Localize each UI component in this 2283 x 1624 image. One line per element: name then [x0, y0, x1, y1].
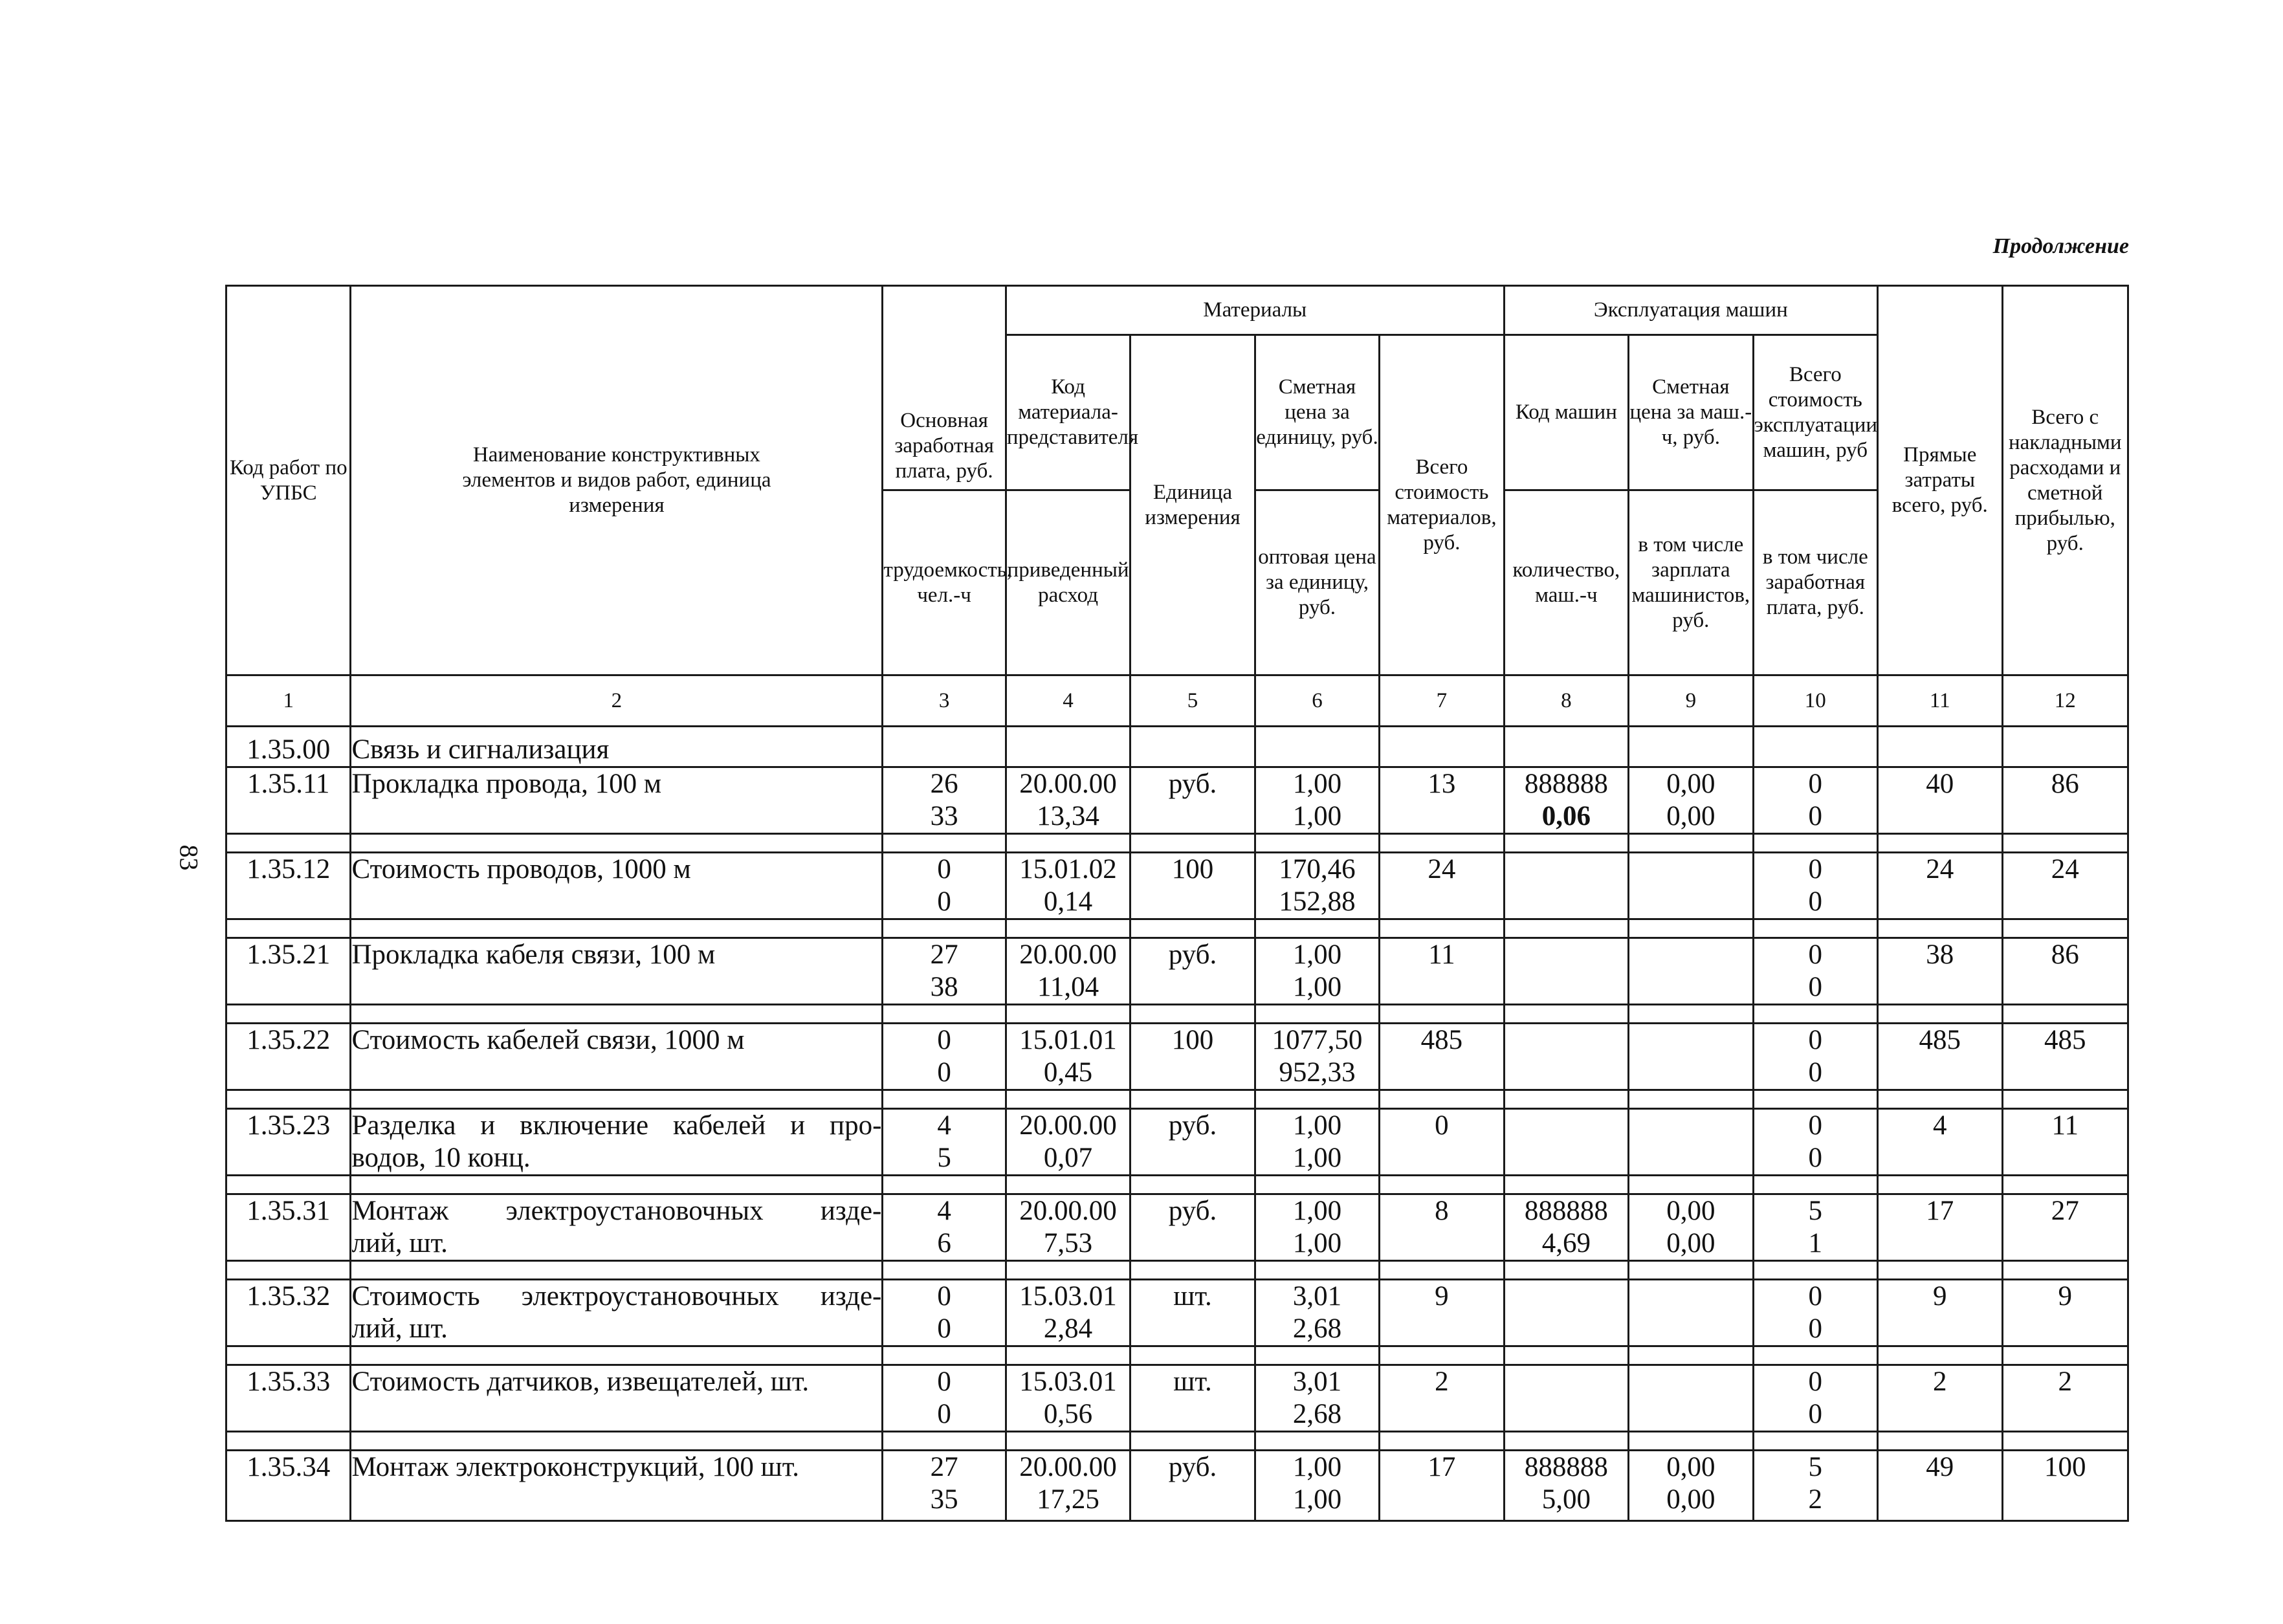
header-mach-total-wage: в том числе заработная плата, руб. — [1753, 490, 1877, 675]
total-costs: 27 — [2002, 1194, 2128, 1261]
unit: руб. — [1130, 767, 1255, 834]
material-qty: 2,84 — [1043, 1313, 1093, 1344]
machine-wage — [1629, 1057, 1752, 1089]
price-pair — [1255, 1451, 1379, 1521]
wholesale-price: 1,00 — [1292, 1228, 1342, 1258]
wholesale-price: 152,88 — [1279, 886, 1356, 917]
materials-total: 17 — [1380, 1451, 1504, 1521]
machine-wage — [1629, 1313, 1752, 1345]
estimate-price: 1,00 — [1292, 939, 1342, 970]
machine-wage: 0,00 — [1666, 1228, 1715, 1258]
material-code-qty — [1006, 1365, 1130, 1432]
machine-total-wage: 0 — [1808, 1143, 1823, 1173]
machine-qty — [1505, 1313, 1627, 1345]
machine-code: 888888 — [1524, 1452, 1608, 1482]
machine-price-wage — [1629, 1109, 1753, 1176]
unit: 100 — [1130, 853, 1255, 919]
salary-value: 0 — [937, 1366, 951, 1397]
row-spacer — [226, 1346, 2128, 1365]
material-code-qty — [1006, 1024, 1130, 1090]
salary-value: 0 — [937, 1025, 951, 1055]
salary-value: 26 — [930, 769, 958, 799]
continuation-label: Продолжение — [1992, 234, 2129, 258]
material-code: 15.01.01 — [1019, 1025, 1117, 1055]
col-number: 1 — [226, 675, 351, 727]
wholesale-price: 2,68 — [1292, 1313, 1342, 1344]
material-code-qty — [1006, 1194, 1130, 1261]
machine-total: 0 — [1808, 1281, 1823, 1311]
machine-code — [1505, 1024, 1627, 1057]
row-name-line: Стоимость электроустановочных изде- — [351, 1281, 882, 1311]
salary-labor — [883, 1194, 1006, 1261]
row-name: Монтаж электроконструкций, 100 шт. — [351, 1451, 883, 1521]
row-spacer — [226, 834, 2128, 853]
labor-value: 33 — [930, 801, 958, 831]
col-number: 2 — [351, 675, 883, 727]
machine-price: 0,00 — [1666, 769, 1715, 799]
material-qty: 0,14 — [1043, 886, 1093, 917]
machine-total-wage: 0 — [1808, 886, 1823, 917]
unit: 100 — [1130, 1024, 1255, 1090]
section-row — [226, 727, 2128, 767]
machine-total: 0 — [1808, 939, 1823, 970]
salary-value: 0 — [937, 1281, 951, 1311]
salary-labor — [883, 1109, 1006, 1176]
machine-total-wage: 2 — [1808, 1484, 1823, 1515]
row-name — [351, 1280, 883, 1346]
total-costs: 24 — [2002, 853, 2128, 919]
header-materials: Материалы — [1006, 286, 1504, 335]
unit: руб. — [1130, 1451, 1255, 1521]
material-qty: 0,07 — [1043, 1143, 1093, 1173]
material-qty: 0,45 — [1043, 1057, 1093, 1088]
labor-value: 6 — [937, 1228, 951, 1258]
salary-value: 4 — [937, 1196, 951, 1226]
material-qty: 11,04 — [1037, 972, 1099, 1002]
header-code: Код работ по УПБС — [226, 286, 351, 675]
machine-wage — [1629, 971, 1752, 1004]
machine-wage — [1629, 886, 1752, 918]
machine-total: 5 — [1808, 1452, 1823, 1482]
row-code: 1.35.33 — [226, 1365, 351, 1432]
machine-code — [1505, 939, 1627, 971]
machine-price-wage — [1629, 1451, 1753, 1521]
header-mach-wage: в том числе зарплата машинистов, руб. — [1629, 490, 1753, 675]
material-code: 20.00.00 — [1019, 1196, 1117, 1226]
machine-code — [1505, 1110, 1627, 1142]
row-name-line: лий, шт. — [351, 1313, 448, 1344]
row-spacer — [226, 1261, 2128, 1280]
header-mach-total: Всего стоимость эксплуатации машин, руб — [1753, 335, 1877, 490]
machine-code-qty — [1504, 938, 1628, 1005]
machine-code: 888888 — [1524, 1196, 1608, 1226]
header-name: Наименование конструктивных элементов и видов работ, единица измерения — [351, 286, 883, 675]
material-code: 15.03.01 — [1019, 1366, 1117, 1397]
machine-total-wage — [1753, 1365, 1877, 1432]
material-code: 20.00.00 — [1019, 769, 1117, 799]
machine-qty — [1505, 886, 1627, 918]
material-code: 15.01.02 — [1019, 854, 1117, 884]
machine-price-wage — [1629, 1365, 1753, 1432]
machine-price — [1629, 1110, 1752, 1142]
materials-total: 2 — [1380, 1365, 1504, 1432]
wholesale-price: 1,00 — [1292, 1143, 1342, 1173]
price-pair — [1255, 767, 1379, 834]
total-costs: 11 — [2002, 1109, 2128, 1176]
labor-value: 0 — [937, 1399, 951, 1429]
price-pair — [1255, 1024, 1379, 1090]
row-name: Стоимость проводов, 1000 м — [351, 853, 883, 919]
material-code-qty — [1006, 853, 1130, 919]
material-code-qty — [1006, 767, 1130, 834]
material-qty: 7,53 — [1043, 1228, 1093, 1258]
machine-wage: 0,00 — [1666, 1484, 1715, 1515]
machine-total-wage — [1753, 767, 1877, 834]
row-code: 1.35.32 — [226, 1280, 351, 1346]
row-name: Стоимость датчиков, извещателей, шт. — [351, 1365, 883, 1432]
total-costs: 86 — [2002, 767, 2128, 834]
material-code-qty — [1006, 1280, 1130, 1346]
machine-wage — [1629, 1142, 1752, 1174]
machine-total-wage — [1753, 1194, 1877, 1261]
row-name-line: Разделка и включение кабелей и про- — [351, 1110, 882, 1141]
row-code: 1.35.31 — [226, 1194, 351, 1261]
header-mach-code: Код машин — [1504, 335, 1628, 490]
total-costs: 86 — [2002, 938, 2128, 1005]
wholesale-price: 2,68 — [1292, 1399, 1342, 1429]
salary-value: 4 — [937, 1110, 951, 1141]
machine-total-wage — [1753, 1109, 1877, 1176]
header-total: Всего с накладными расходами и сметной прибылью, руб. — [2002, 286, 2128, 675]
estimate-price: 3,01 — [1292, 1281, 1342, 1311]
machine-qty — [1505, 971, 1627, 1004]
machine-total: 0 — [1808, 1025, 1823, 1055]
price-pair — [1255, 1280, 1379, 1346]
machine-code-qty — [1504, 1280, 1628, 1346]
machine-total-wage: 0 — [1808, 972, 1823, 1002]
total-costs: 100 — [2002, 1451, 2128, 1521]
table-row — [226, 1109, 2128, 1176]
direct-costs: 24 — [1878, 853, 2002, 919]
header-direct: Прямые затраты всего, руб. — [1878, 286, 2002, 675]
row-code: 1.35.34 — [226, 1451, 351, 1521]
header-mat-code: Код материала-представителя — [1006, 335, 1130, 490]
table-row — [226, 1280, 2128, 1346]
col-number: 10 — [1753, 675, 1877, 727]
estimate-price: 170,46 — [1279, 854, 1356, 884]
table-header — [226, 286, 2128, 675]
materials-total: 13 — [1380, 767, 1504, 834]
machine-qty: 4,69 — [1541, 1228, 1591, 1258]
unit: руб. — [1130, 1194, 1255, 1261]
row-spacer — [226, 1176, 2128, 1194]
salary-labor — [883, 1365, 1006, 1432]
col-number: 7 — [1380, 675, 1504, 727]
labor-value: 0 — [937, 1057, 951, 1088]
header-est-price: Сметная цена за единицу, руб. — [1255, 335, 1379, 490]
col-number: 12 — [2002, 675, 2128, 727]
machine-code: 888888 — [1524, 769, 1608, 799]
machine-price: 0,00 — [1666, 1196, 1715, 1226]
machine-total-wage: 1 — [1808, 1228, 1823, 1258]
machine-price — [1629, 1280, 1752, 1313]
material-code-qty — [1006, 1109, 1130, 1176]
row-code: 1.35.12 — [226, 853, 351, 919]
header-salary: Основная заработная плата, руб. — [883, 286, 1006, 490]
salary-value: 0 — [937, 854, 951, 884]
unit: шт. — [1130, 1280, 1255, 1346]
total-costs: 485 — [2002, 1024, 2128, 1090]
unit: руб. — [1130, 1109, 1255, 1176]
row-name-line: водов, 10 конц. — [351, 1143, 531, 1173]
machine-total: 0 — [1808, 854, 1823, 884]
price-pair — [1255, 853, 1379, 919]
machine-wage: 0,00 — [1666, 801, 1715, 831]
labor-value: 38 — [930, 972, 958, 1002]
machine-total-wage: 0 — [1808, 801, 1823, 831]
machine-code-qty — [1504, 1365, 1628, 1432]
machine-price — [1629, 853, 1752, 886]
row-code: 1.35.11 — [226, 767, 351, 834]
col-number: 5 — [1130, 675, 1255, 727]
machine-total: 5 — [1808, 1196, 1823, 1226]
machine-total: 0 — [1808, 769, 1823, 799]
labor-value: 35 — [930, 1484, 958, 1515]
table-row — [226, 1194, 2128, 1261]
header-machines: Эксплуатация машин — [1504, 286, 1877, 335]
machine-total-wage — [1753, 938, 1877, 1005]
row-spacer — [226, 1090, 2128, 1109]
machine-price: 0,00 — [1666, 1452, 1715, 1482]
direct-costs: 485 — [1878, 1024, 2002, 1090]
col-number: 6 — [1255, 675, 1379, 727]
salary-labor — [883, 1451, 1006, 1521]
col-number: 3 — [883, 675, 1006, 727]
machine-code — [1505, 853, 1627, 886]
row-name-line: лий, шт. — [351, 1228, 448, 1258]
wholesale-price: 952,33 — [1279, 1057, 1356, 1088]
machine-total-wage — [1753, 1024, 1877, 1090]
material-code: 20.00.00 — [1019, 939, 1117, 970]
estimate-price: 1,00 — [1292, 769, 1342, 799]
estimate-price: 3,01 — [1292, 1366, 1342, 1397]
material-code: 20.00.00 — [1019, 1110, 1117, 1141]
machine-code-qty — [1504, 853, 1628, 919]
machine-wage — [1629, 1398, 1752, 1431]
machine-total-wage — [1753, 1451, 1877, 1521]
section-name: Связь и сигнализация — [351, 727, 883, 767]
direct-costs: 49 — [1878, 1451, 2002, 1521]
row-code: 1.35.23 — [226, 1109, 351, 1176]
price-pair — [1255, 938, 1379, 1005]
machine-qty: 5,00 — [1541, 1484, 1591, 1515]
salary-labor — [883, 767, 1006, 834]
machine-price-wage — [1629, 1194, 1753, 1261]
direct-costs: 17 — [1878, 1194, 2002, 1261]
header-mach-qty: количество, маш.-ч — [1504, 490, 1628, 675]
machine-qty — [1505, 1398, 1627, 1431]
labor-value: 0 — [937, 886, 951, 917]
material-code-qty — [1006, 938, 1130, 1005]
row-name: Стоимость кабелей связи, 1000 м — [351, 1024, 883, 1090]
machine-price-wage — [1629, 1280, 1753, 1346]
machine-total: 0 — [1808, 1110, 1823, 1141]
total-costs: 2 — [2002, 1365, 2128, 1432]
unit: руб. — [1130, 938, 1255, 1005]
col-number: 11 — [1878, 675, 2002, 727]
materials-total: 8 — [1380, 1194, 1504, 1261]
table-row — [226, 1451, 2128, 1521]
machine-code — [1505, 1280, 1627, 1313]
row-name: Прокладка кабеля связи, 100 м — [351, 938, 883, 1005]
wholesale-price: 1,00 — [1292, 801, 1342, 831]
estimate-price: 1,00 — [1292, 1110, 1342, 1141]
table-row — [226, 1024, 2128, 1090]
machine-total-wage: 0 — [1808, 1399, 1823, 1429]
direct-costs: 9 — [1878, 1280, 2002, 1346]
row-name — [351, 1194, 883, 1261]
machine-total-wage — [1753, 1280, 1877, 1346]
materials-total: 11 — [1380, 938, 1504, 1005]
material-code: 15.03.01 — [1019, 1281, 1117, 1311]
table-row — [226, 767, 2128, 834]
price-pair — [1255, 1109, 1379, 1176]
salary-labor — [883, 853, 1006, 919]
header-labor: трудоемкость, чел.-ч — [883, 490, 1006, 675]
salary-labor — [883, 1280, 1006, 1346]
material-qty: 13,34 — [1037, 801, 1099, 831]
table-row — [226, 853, 2128, 919]
salary-labor — [883, 1024, 1006, 1090]
row-name: Прокладка провода, 100 м — [351, 767, 883, 834]
column-numbers — [226, 675, 2128, 727]
material-qty: 0,56 — [1043, 1399, 1093, 1429]
row-spacer — [226, 919, 2128, 938]
estimate-price: 1,00 — [1292, 1196, 1342, 1226]
machine-qty: 0,06 — [1541, 801, 1591, 831]
machine-price — [1629, 1024, 1752, 1057]
salary-labor — [883, 938, 1006, 1005]
header-whole-price: оптовая цена за единицу, руб. — [1255, 490, 1379, 675]
col-number: 9 — [1629, 675, 1753, 727]
machine-price-wage — [1629, 938, 1753, 1005]
estimate-price: 1077,50 — [1272, 1025, 1363, 1055]
machine-price — [1629, 939, 1752, 971]
machine-total: 0 — [1808, 1366, 1823, 1397]
row-spacer — [226, 1005, 2128, 1024]
machine-price-wage — [1629, 767, 1753, 834]
material-code: 20.00.00 — [1019, 1452, 1117, 1482]
estimate-price: 1,00 — [1292, 1452, 1342, 1482]
direct-costs: 4 — [1878, 1109, 2002, 1176]
row-spacer — [226, 1432, 2128, 1451]
unit: шт. — [1130, 1365, 1255, 1432]
machine-code-qty — [1504, 1109, 1628, 1176]
direct-costs: 38 — [1878, 938, 2002, 1005]
machine-qty — [1505, 1057, 1627, 1089]
materials-total: 24 — [1380, 853, 1504, 919]
direct-costs: 2 — [1878, 1365, 2002, 1432]
price-pair — [1255, 1365, 1379, 1432]
machine-price-wage — [1629, 1024, 1753, 1090]
machine-code-qty — [1504, 1194, 1628, 1261]
machine-price — [1629, 1366, 1752, 1398]
header-mat-total: Всего стоимость материалов, руб. — [1380, 335, 1504, 675]
page-number: 83 — [174, 844, 204, 871]
col-number: 8 — [1504, 675, 1628, 727]
header-mach-price: Сметная цена за маш.-ч, руб. — [1629, 335, 1753, 490]
machine-total-wage — [1753, 853, 1877, 919]
salary-value: 27 — [930, 1452, 958, 1482]
row-name — [351, 1109, 883, 1176]
total-costs: 9 — [2002, 1280, 2128, 1346]
col-number: 4 — [1006, 675, 1130, 727]
salary-value: 27 — [930, 939, 958, 970]
price-pair — [1255, 1194, 1379, 1261]
machine-total-wage: 0 — [1808, 1313, 1823, 1344]
labor-value: 5 — [937, 1143, 951, 1173]
material-qty: 17,25 — [1037, 1484, 1099, 1515]
machine-price-wage — [1629, 853, 1753, 919]
wholesale-price: 1,00 — [1292, 1484, 1342, 1515]
machine-code — [1505, 1366, 1627, 1398]
table-row — [226, 1365, 2128, 1432]
machine-code-qty — [1504, 1451, 1628, 1521]
materials-total: 0 — [1380, 1109, 1504, 1176]
direct-costs: 40 — [1878, 767, 2002, 834]
table-body — [226, 727, 2128, 1521]
estimate-table — [225, 285, 2129, 1522]
table-row — [226, 938, 2128, 1005]
materials-total: 485 — [1380, 1024, 1504, 1090]
labor-value: 0 — [937, 1313, 951, 1344]
machine-code-qty — [1504, 767, 1628, 834]
wholesale-price: 1,00 — [1292, 972, 1342, 1002]
material-code-qty — [1006, 1451, 1130, 1521]
header-mat-qty: приведенный расход — [1006, 490, 1130, 675]
machine-total-wage: 0 — [1808, 1057, 1823, 1088]
row-code: 1.35.22 — [226, 1024, 351, 1090]
machine-qty — [1505, 1142, 1627, 1174]
materials-total: 9 — [1380, 1280, 1504, 1346]
row-name-line: Монтаж электроустановочных изде- — [351, 1196, 882, 1226]
section-code: 1.35.00 — [226, 727, 351, 767]
row-code: 1.35.21 — [226, 938, 351, 1005]
header-unit: Единица измерения — [1130, 335, 1255, 675]
machine-code-qty — [1504, 1024, 1628, 1090]
